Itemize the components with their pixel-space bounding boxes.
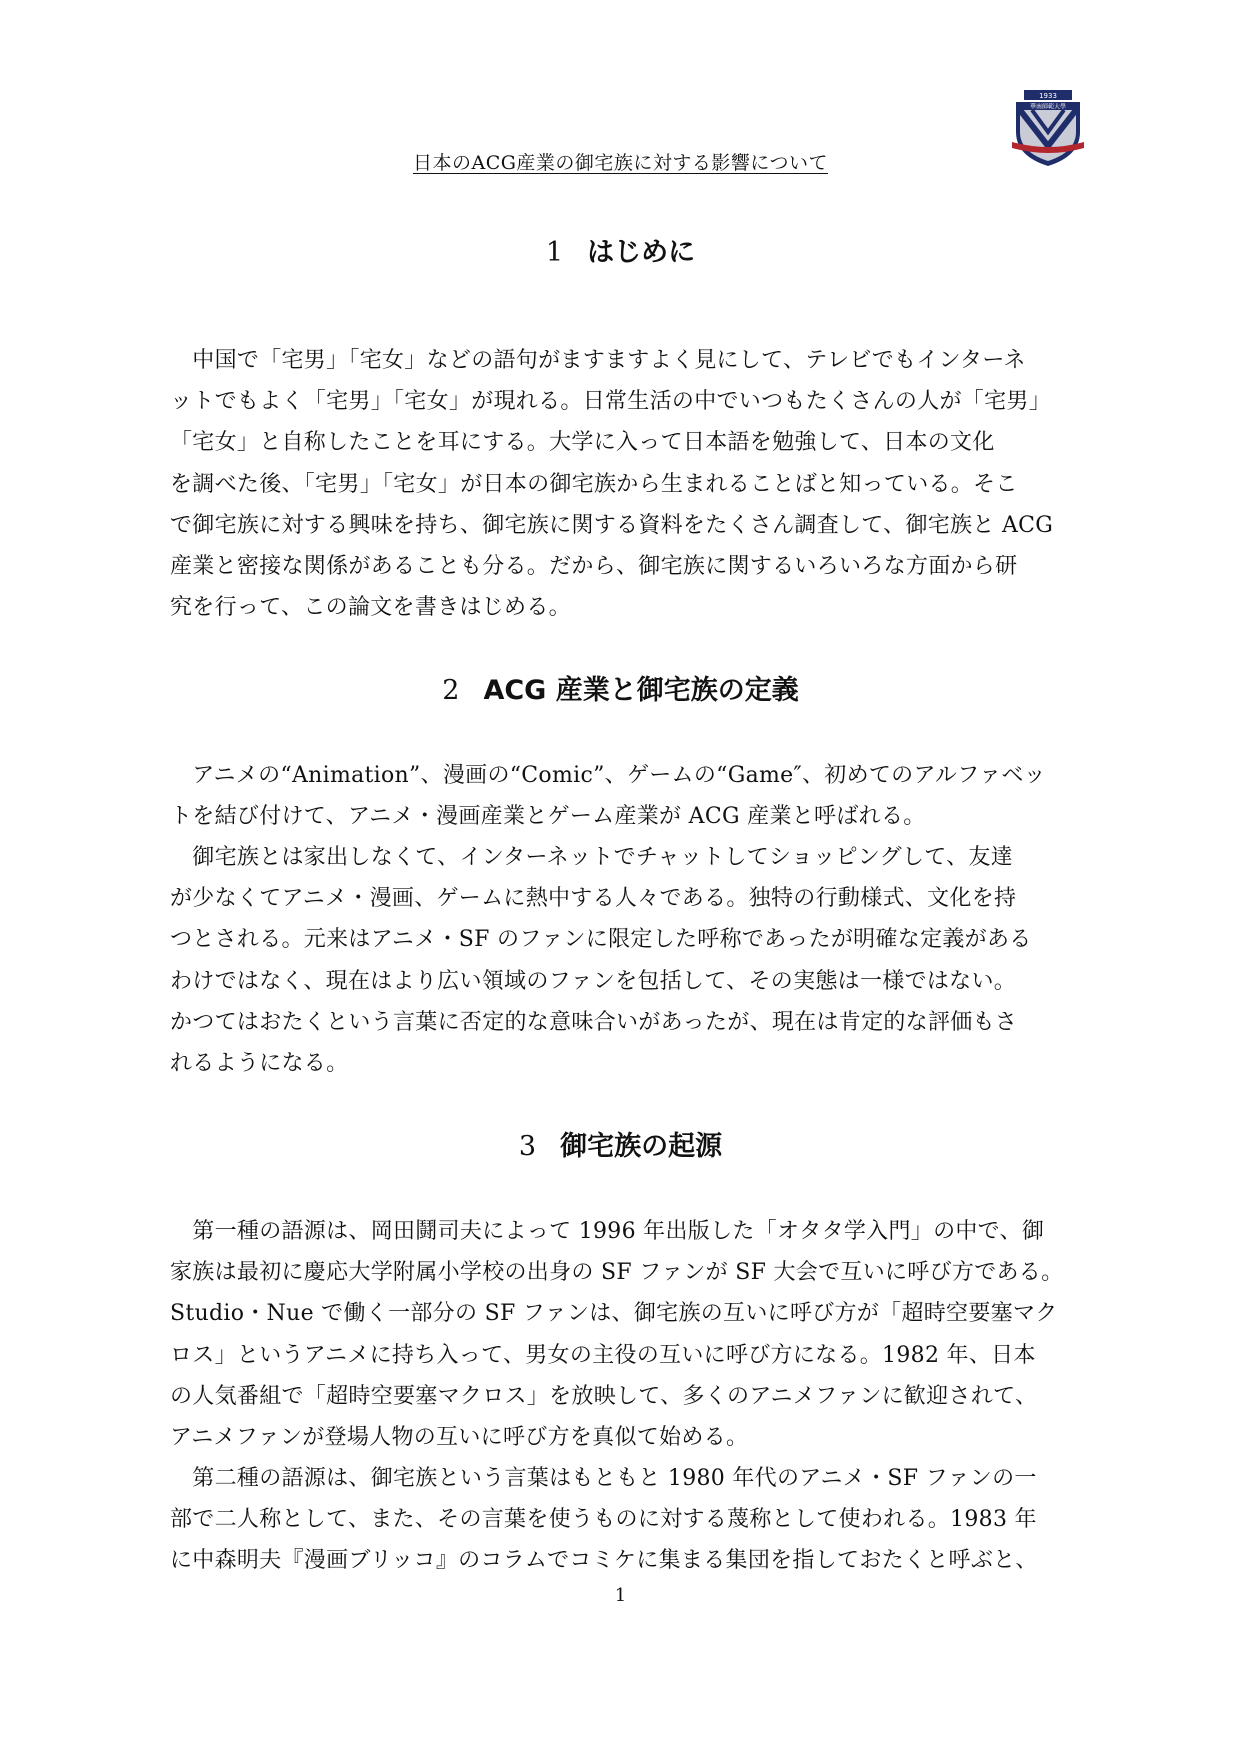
- text-line: 第二種の語源は、御宅族という言葉はもともと 1980 年代のアニメ・SF ファンの一: [170, 1466, 1037, 1491]
- running-title: 日本のACG産業の御宅族に対する影響について: [412, 152, 829, 174]
- text-line: 部で二人称として、また、その言葉を使うものに対する蔑称として使われる。1983 年: [170, 1507, 1037, 1533]
- text-line: 家族は最初に慶応大学附属小学校の出身の SF ファンが SF 大会で互いに呼び方である。: [170, 1260, 1064, 1286]
- paragraph: [170, 340, 1110, 628]
- text-line: わけではなく、現在はより広い領域のファンを包括して、その実態は一様ではない。: [170, 968, 1017, 994]
- text-line: 究を行って、この論文を書きはじめる。: [170, 595, 571, 621]
- text-line: で御宅族に対する興味を持ち、御宅族に関する資料をたくさん調査して、御宅族と ACG: [170, 512, 1054, 538]
- seal-name: 華南師範大學: [1029, 103, 1067, 111]
- text-line: アニメの“Animation”、漫画の“Comic”、ゲームの“Game″、初めてのアルファベッ: [170, 763, 1046, 788]
- section-1-heading: [0, 230, 1241, 269]
- text-line: 中国で「宅男」「宅女」などの語句がますますよく見にして、テレビでもインターネ: [170, 348, 1026, 373]
- text-line: ットでもよく「宅男」「宅女」が現れる。日常生活の中でいつもたくさんの人が「宅男」: [170, 389, 1052, 415]
- text-line: つとされる。元来はアニメ・SF のファンに限定した呼称であったが明確な定義がある: [170, 927, 1032, 953]
- text-line: が少なくてアニメ・漫画、ゲームに熱中する人々である。独特の行動様式、文化を持: [170, 886, 1017, 912]
- text-line: 「宅女」と自称したことを耳にする。大学に入って日本語を勉強して、日本の文化: [170, 430, 995, 456]
- text-line: トを結び付けて、アニメ・漫画産業とゲーム産業が ACG 産業と呼ばれる。: [170, 804, 926, 830]
- university-seal-icon: [1010, 86, 1086, 168]
- text-line: 産業と密接な関係があることも分る。だから、御宅族に関するいろいろな方面から研: [170, 554, 1018, 580]
- section-2-heading: [0, 668, 1241, 707]
- text-line: に中森明夫『漫画ブリッコ』のコラムでコミケに集まる集団を指しておたくと呼ぶと、: [170, 1548, 1038, 1574]
- paragraph: [170, 755, 1110, 837]
- section-title: 御宅族の起源: [560, 1131, 723, 1162]
- text-line: を調べた後、「宅男」「宅女」が日本の御宅族から生まれることばと知っている。そこ: [170, 471, 1018, 497]
- text-line: かつてはおたくという言葉に否定的な意味合いがあったが、現在は肯定的な評価もさ: [170, 1009, 1018, 1035]
- paragraph: [170, 837, 1110, 1084]
- text-line: Studio・Nue で働く一部分の SF ファンは、御宅族の互いに呼び方が「超時空要塞マク: [170, 1301, 1058, 1327]
- text-line: れるようになる。: [170, 1051, 349, 1077]
- text-line: 御宅族とは家出しなくて、インターネットでチャットしてショッピングして、友達: [170, 845, 1014, 870]
- page-number: 1: [614, 1585, 627, 1606]
- text-line: の人気番組で「超時空要塞マクロス」を放映して、多くのアニメファンに歓迎されて、: [170, 1383, 1038, 1409]
- section-title: ACG 産業と御宅族の定義: [483, 675, 799, 706]
- seal-year: 1933: [1039, 92, 1057, 100]
- section-number: 2: [442, 675, 460, 706]
- text-line: ロス」というアニメに持ち入って、男女の主役の互いに呼び方になる。1982 年、日本: [170, 1342, 1036, 1368]
- section-number: 1: [545, 237, 564, 268]
- section-number: 3: [518, 1131, 537, 1162]
- text-line: 第一種の語源は、岡田鬪司夫によって 1996 年出版した「オタタ学入門」の中で、御: [170, 1219, 1045, 1244]
- paragraph: [170, 1458, 1110, 1582]
- section-3-heading: [0, 1124, 1241, 1163]
- paragraph: [170, 1211, 1110, 1458]
- section-title: はじめに: [587, 237, 696, 268]
- text-line: アニメファンが登場人物の互いに呼び方を真似て始める。: [170, 1425, 749, 1451]
